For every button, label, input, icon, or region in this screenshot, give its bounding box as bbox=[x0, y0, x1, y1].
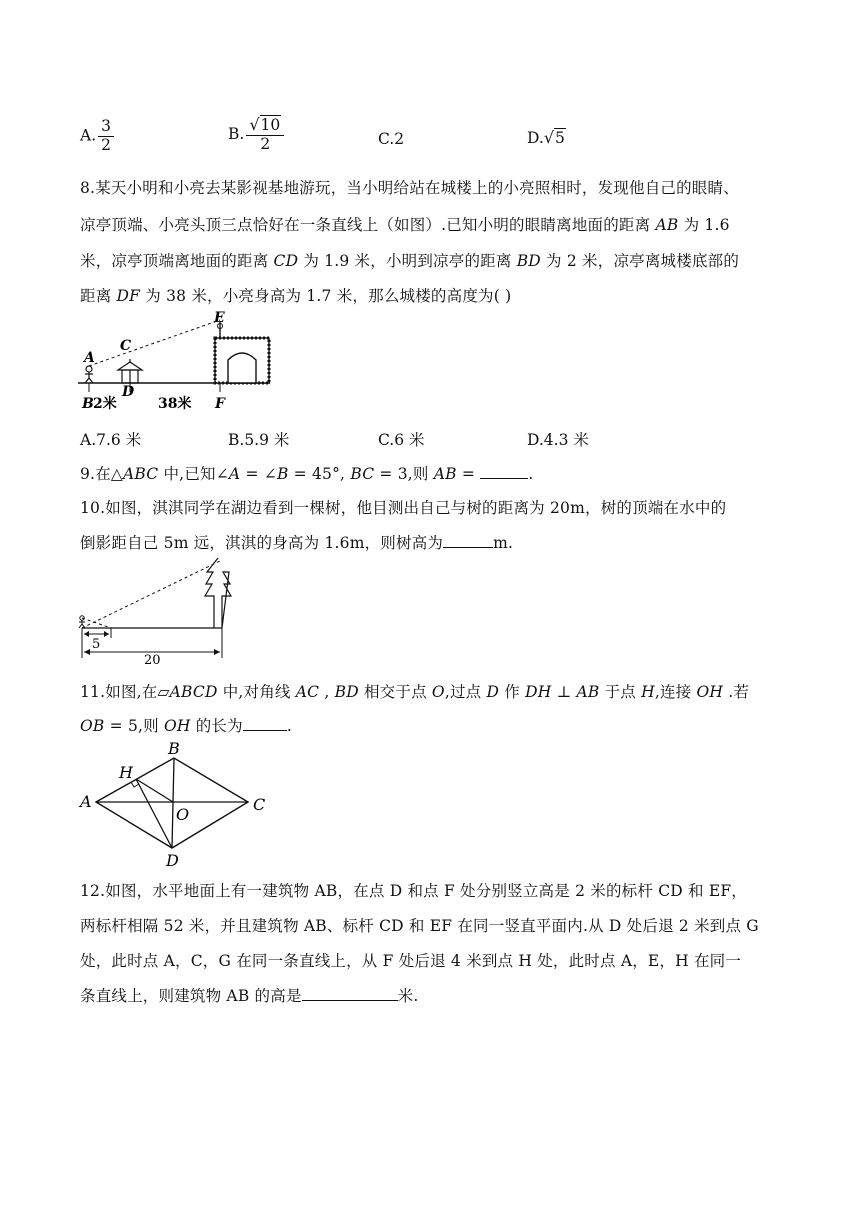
label-o: O bbox=[176, 805, 190, 824]
sight-line bbox=[89, 320, 220, 366]
option-label: D. bbox=[527, 129, 544, 147]
q8-option-b: B.5.9 米 bbox=[228, 431, 290, 449]
label-d: D bbox=[166, 851, 179, 870]
q10-figure bbox=[74, 552, 234, 668]
label-c: C bbox=[120, 338, 132, 354]
sight-line-to-reflection bbox=[82, 618, 111, 628]
label-a: A bbox=[84, 350, 95, 366]
label-d: D bbox=[122, 384, 135, 400]
q8-line-2: 凉亭顶端、小亮头顶三点恰好在一条直线上（如图）.已知小明的眼睛离地面的距离 AB 为 1.6 bbox=[80, 216, 730, 234]
label-a: A bbox=[80, 792, 92, 811]
radicand: 10 bbox=[260, 116, 281, 134]
label-dist-5: 5 bbox=[92, 637, 101, 652]
q8-option-a: A.7.6 米 bbox=[80, 431, 142, 449]
fraction bbox=[98, 118, 114, 155]
numerator: 3 bbox=[98, 118, 114, 137]
option-label: B. bbox=[228, 124, 245, 143]
q12-line-3: 处，此时点 A，C，G 在同一条直线上，从 F 处后退 4 米到点 H 处，此时点 A，E，H 在同一 bbox=[80, 952, 742, 970]
q10-line-1: 10.如图，淇淇同学在湖边看到一棵树，他目测出自己与树的距离为 20m，树的顶端在水中的 bbox=[80, 499, 727, 517]
person-icon bbox=[85, 366, 93, 383]
label-dist-20: 20 bbox=[144, 653, 161, 668]
q8-line-3: 米，凉亭顶端离地面的距离 CD 为 1.9 米，小明到凉亭的距离 BD 为 2 米，凉亭离城楼底部的 bbox=[80, 252, 740, 270]
label-b: B bbox=[82, 396, 94, 412]
radicand: 5 bbox=[555, 129, 565, 147]
answer-blank[interactable] bbox=[480, 464, 528, 479]
answer-blank[interactable] bbox=[302, 986, 398, 1001]
q11-line-2: OB = 5,则 OH 的长为 . bbox=[80, 717, 292, 735]
option-label: A. bbox=[80, 126, 97, 145]
q12-line-2: 两标杆相隔 52 米，并且建筑物 AB、标杆 CD 和 EF 在同一竖直平面内.从 D 处后退 2 米到点 G bbox=[80, 917, 759, 935]
fraction bbox=[246, 116, 284, 154]
q12-line-4: 条直线上，则建筑物 AB 的高是 米. bbox=[80, 987, 419, 1005]
q8-line-1: 8.某天小明和小亮去某影视基地游玩，当小明给站在城楼上的小亮照相时，发现他自己的眼睛、 bbox=[80, 179, 739, 197]
tree-icon bbox=[205, 558, 231, 628]
sight-line-to-tree bbox=[82, 560, 222, 628]
q10-line-2: 倒影距自己 5m 远，淇淇的身高为 1.6m，则树高为 m. bbox=[80, 534, 514, 552]
q7-option-d bbox=[527, 128, 566, 147]
denominator: 2 bbox=[101, 135, 111, 154]
q11-figure bbox=[74, 738, 274, 870]
q8-option-d: D.4.3 米 bbox=[527, 431, 589, 449]
person-icon bbox=[79, 616, 85, 628]
pavilion-icon bbox=[118, 359, 142, 383]
q9-line: 9.在△ABC 中,已知∠A = ∠B = 45°, BC = 3,则 AB = . bbox=[80, 465, 534, 483]
q7-option-a bbox=[80, 118, 114, 155]
answer-blank[interactable] bbox=[443, 533, 493, 548]
label-dist-df: 38米 bbox=[158, 396, 192, 412]
label-h: H bbox=[119, 763, 133, 782]
label-f: F bbox=[215, 396, 225, 412]
sqrt-sign: √10 bbox=[249, 115, 281, 134]
q7-option-b bbox=[228, 116, 284, 154]
q8-line-4: 距离 DF 为 38 米，小亮身高为 1.7 米，那么城楼的高度为( ) bbox=[80, 287, 512, 305]
q7-option-c: C.2 bbox=[378, 130, 405, 148]
sqrt-sign: √5 bbox=[543, 128, 565, 147]
q12-line-1: 12.如图，水平地面上有一建筑物 AB，在点 D 和点 F 处分别竖立高是 2 米的标杆 CD 和 EF， bbox=[80, 882, 748, 900]
city-gate-icon bbox=[215, 322, 269, 383]
numerator bbox=[246, 116, 284, 136]
q8-option-c: C.6 米 bbox=[378, 431, 425, 449]
label-b: B bbox=[168, 739, 180, 758]
label-c: C bbox=[253, 795, 266, 814]
label-dist-bd: 2米 bbox=[93, 396, 117, 412]
q11-line-1: 11.如图,在▱ABCD 中,对角线 AC , BD 相交于点 O,过点 D 作 DH ⊥ AB 于点 H,连接 OH .若 bbox=[80, 683, 750, 701]
answer-blank[interactable] bbox=[243, 716, 287, 731]
label-e: E bbox=[214, 310, 225, 326]
denominator: 2 bbox=[260, 134, 271, 153]
q8-figure bbox=[74, 308, 274, 418]
diagonal-bd bbox=[172, 758, 174, 848]
